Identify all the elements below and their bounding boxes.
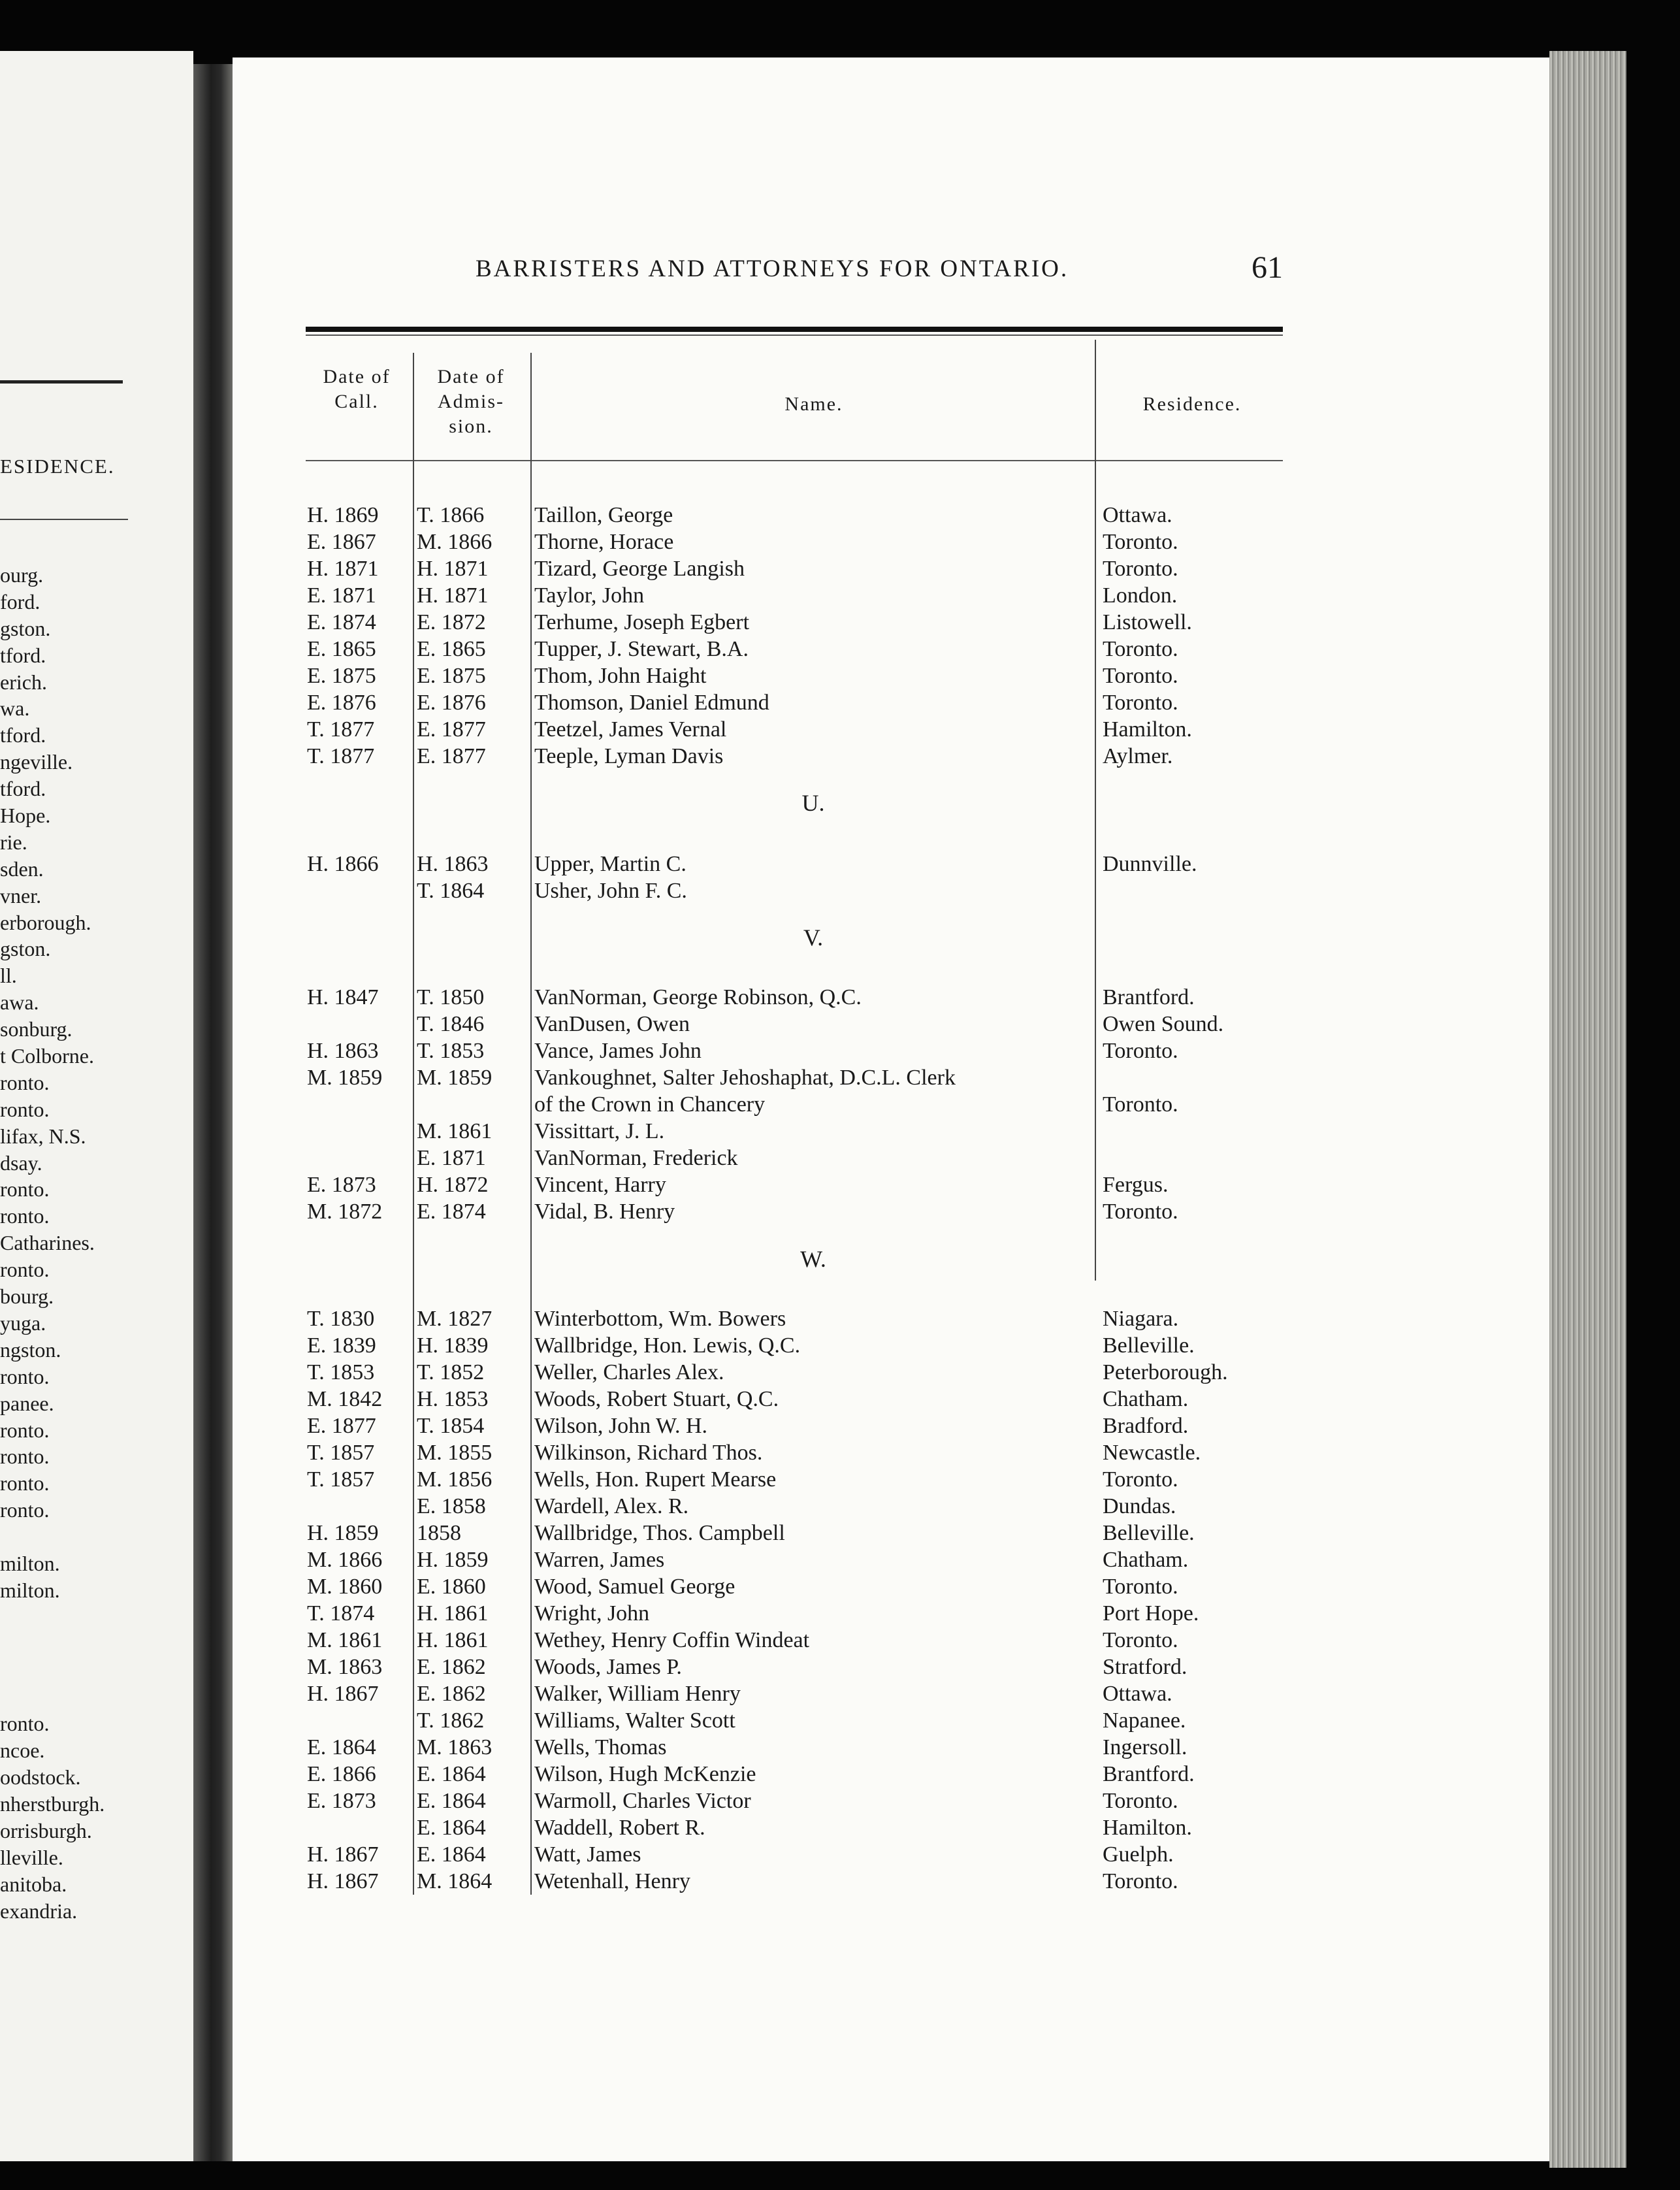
residence: Stratford. — [1103, 1655, 1187, 1679]
residence: Fergus. — [1103, 1173, 1169, 1197]
attorney-name: Thorne, Horace — [534, 530, 674, 554]
left-residence-item: panee. — [0, 1391, 54, 1415]
date-of-admission: H. 1863 — [417, 852, 489, 876]
left-residence-item — [0, 1658, 105, 1684]
residence: Brantford. — [1103, 1762, 1195, 1786]
left-residence-item — [0, 1631, 105, 1658]
date-of-admission: E. 1865 — [417, 637, 486, 661]
date-of-call: H. 1847 — [307, 985, 379, 1009]
date-of-admission: E. 1871 — [417, 1146, 486, 1170]
attorney-name: Williams, Walter Scott — [534, 1708, 735, 1733]
attorney-name: Wood, Samuel George — [534, 1575, 735, 1599]
date-of-admission: M. 1827 — [417, 1307, 493, 1331]
left-residence-item: wa. — [0, 696, 30, 721]
date-of-admission: M. 1856 — [417, 1467, 493, 1492]
residence: Owen Sound. — [1103, 1012, 1224, 1036]
left-residence-item — [0, 1684, 105, 1710]
left-residence-item: ncoe. — [0, 1739, 45, 1763]
left-residence-item: Hope. — [0, 804, 51, 828]
left-residence-item: ngeville. — [0, 750, 73, 774]
attorney-name: Thom, John Haight — [534, 664, 707, 688]
date-of-admission: T. 1853 — [417, 1039, 485, 1063]
date-of-admission: E. 1872 — [417, 610, 486, 634]
attorney-name: Vissittart, J. L. — [534, 1119, 665, 1143]
date-of-admission: 1858 — [417, 1521, 461, 1545]
left-residence-item: Catharines. — [0, 1231, 95, 1255]
date-of-admission: M. 1863 — [417, 1735, 493, 1759]
left-residence-item: awa. — [0, 990, 39, 1015]
date-of-admission: E. 1875 — [417, 664, 486, 688]
left-residence-item: sden. — [0, 857, 44, 881]
residence: Toronto. — [1103, 691, 1178, 715]
left-residence-item: ronto. — [0, 1498, 50, 1522]
left-residence-item: ourg. — [0, 563, 44, 587]
residence: Chatham. — [1103, 1548, 1189, 1572]
date-of-call: E. 1875 — [307, 664, 376, 688]
attorney-name: Warren, James — [534, 1548, 665, 1572]
column-divider-admission — [530, 353, 532, 1895]
left-residence-item: rie. — [0, 830, 27, 854]
left-residence-item: anitoba. — [0, 1872, 67, 1896]
residence: Toronto. — [1103, 1628, 1178, 1652]
left-residence-item: t Colborne. — [0, 1044, 94, 1068]
attorney-name: Tizard, George Langish — [534, 557, 745, 581]
date-of-admission: E. 1876 — [417, 691, 486, 715]
date-of-admission: E. 1862 — [417, 1682, 486, 1706]
left-residence-item: milton. — [0, 1578, 60, 1602]
left-residence-item: oodstock. — [0, 1765, 81, 1790]
date-of-call: E. 1839 — [307, 1333, 376, 1358]
attorney-name: VanDusen, Owen — [534, 1012, 690, 1036]
residence: Belleville. — [1103, 1333, 1195, 1358]
date-of-admission: M. 1855 — [417, 1441, 493, 1465]
attorney-name: Waddell, Robert R. — [534, 1816, 705, 1840]
left-residence-item: gston. — [0, 937, 51, 961]
date-of-call: H. 1859 — [307, 1521, 379, 1545]
left-residence-item: ronto. — [0, 1204, 50, 1228]
date-of-admission: T. 1850 — [417, 985, 485, 1009]
attorney-name: Thomson, Daniel Edmund — [534, 691, 769, 715]
date-of-admission: H. 1859 — [417, 1548, 489, 1572]
attorney-name: of the Crown in Chancery — [534, 1092, 766, 1117]
residence: Ottawa. — [1103, 503, 1172, 527]
attorney-name: Wethey, Henry Coffin Windeat — [534, 1628, 810, 1652]
residence: Toronto. — [1103, 1789, 1178, 1813]
attorney-name: Wilson, John W. H. — [534, 1414, 707, 1438]
left-residence-item: tford. — [0, 777, 46, 801]
left-residence-item: ronto. — [0, 1712, 50, 1736]
left-residence-item: lleville. — [0, 1845, 63, 1869]
left-residence-item: erich. — [0, 670, 47, 694]
left-residence-item: milton. — [0, 1551, 60, 1575]
left-residence-item: tford. — [0, 723, 46, 747]
residence: Toronto. — [1103, 1575, 1178, 1599]
date-of-call: M. 1866 — [307, 1548, 383, 1572]
running-title: BARRISTERS AND ATTORNEYS FOR ONTARIO. — [476, 255, 1069, 282]
date-of-call: T. 1853 — [307, 1360, 375, 1384]
date-of-admission: T. 1862 — [417, 1708, 485, 1733]
left-residence-item: vner. — [0, 883, 42, 907]
date-of-admission: H. 1853 — [417, 1387, 489, 1411]
date-of-admission: H. 1871 — [417, 557, 489, 581]
attorney-name: Vankoughnet, Salter Jehoshaphat, D.C.L. Clerk — [534, 1066, 956, 1090]
date-of-admission: H. 1872 — [417, 1173, 489, 1197]
date-of-admission: M. 1864 — [417, 1869, 493, 1893]
column-header-name: Name. — [784, 393, 843, 415]
attorney-name: Taylor, John — [534, 583, 645, 608]
date-of-admission: E. 1877 — [417, 717, 486, 742]
date-of-call: H. 1866 — [307, 852, 379, 876]
residence: Bradford. — [1103, 1414, 1189, 1438]
left-residence-item: orrisburgh. — [0, 1818, 92, 1842]
residence: Toronto. — [1103, 664, 1178, 688]
left-residence-item: nherstburgh. — [0, 1791, 105, 1816]
header-rule — [306, 460, 1283, 461]
attorney-name: Woods, James P. — [534, 1655, 682, 1679]
date-of-call: E. 1866 — [307, 1762, 376, 1786]
attorney-name: Winterbottom, Wm. Bowers — [534, 1307, 786, 1331]
date-of-call: H. 1867 — [307, 1842, 379, 1867]
date-of-call: E. 1873 — [307, 1789, 376, 1813]
section-letter: W. — [800, 1246, 826, 1272]
attorney-name: Usher, John F. C. — [534, 879, 687, 903]
attorney-name: Wallbridge, Hon. Lewis, Q.C. — [534, 1333, 801, 1358]
date-of-admission: E. 1858 — [417, 1494, 486, 1518]
left-residence-item — [0, 1604, 105, 1631]
page-number: 61 — [1252, 250, 1283, 285]
residence: Toronto. — [1103, 1092, 1178, 1117]
attorney-name: Terhume, Joseph Egbert — [534, 610, 750, 634]
date-of-call: M. 1842 — [307, 1387, 383, 1411]
left-residence-item: ronto. — [0, 1445, 50, 1469]
left-top-rule — [0, 380, 123, 384]
date-of-admission: E. 1860 — [417, 1575, 486, 1599]
left-residence-item: gston. — [0, 616, 51, 640]
date-of-call: E. 1874 — [307, 610, 376, 634]
residence: Guelph. — [1103, 1842, 1174, 1867]
date-of-admission: M. 1866 — [417, 530, 493, 554]
attorney-name: Wetenhall, Henry — [534, 1869, 690, 1893]
date-of-admission: H. 1871 — [417, 583, 489, 608]
column-header-call-line2: Call. — [334, 391, 379, 412]
attorney-name: Walker, William Henry — [534, 1682, 741, 1706]
date-of-call: M. 1861 — [307, 1628, 383, 1652]
residence: Dunnville. — [1103, 852, 1197, 876]
date-of-call: E. 1865 — [307, 637, 376, 661]
attorney-name: Vincent, Harry — [534, 1173, 666, 1197]
date-of-call: H. 1869 — [307, 503, 379, 527]
date-of-call: T. 1877 — [307, 717, 375, 742]
attorney-name: Upper, Martin C. — [534, 852, 687, 876]
attorney-name: Warmoll, Charles Victor — [534, 1789, 751, 1813]
left-residence-item: dsay. — [0, 1151, 42, 1175]
attorney-name: VanNorman, George Robinson, Q.C. — [534, 985, 862, 1009]
date-of-admission: E. 1864 — [417, 1762, 486, 1786]
date-of-admission: H. 1861 — [417, 1628, 489, 1652]
date-of-call: T. 1857 — [307, 1441, 375, 1465]
residence: Toronto. — [1103, 1200, 1178, 1224]
attorney-name: Taillon, George — [534, 503, 673, 527]
residence: Port Hope. — [1103, 1601, 1199, 1626]
residence: Toronto. — [1103, 557, 1178, 581]
attorney-name: Weller, Charles Alex. — [534, 1360, 724, 1384]
residence: Brantford. — [1103, 985, 1195, 1009]
column-header-admission-line1: Date of — [437, 366, 505, 387]
residence: Niagara. — [1103, 1307, 1179, 1331]
date-of-call: E. 1873 — [307, 1173, 376, 1197]
attorney-name: Teetzel, James Vernal — [534, 717, 727, 742]
left-residence-list — [0, 562, 105, 1924]
residence: Napanee. — [1103, 1708, 1186, 1733]
date-of-call: E. 1864 — [307, 1735, 376, 1759]
date-of-admission: E. 1864 — [417, 1842, 486, 1867]
left-residence-item: yuga. — [0, 1311, 46, 1335]
column-header-call-line1: Date of — [323, 366, 391, 387]
date-of-call: M. 1859 — [307, 1066, 383, 1090]
date-of-admission: H. 1861 — [417, 1601, 489, 1626]
left-residence-item: lifax, N.S. — [0, 1124, 86, 1148]
date-of-call: H. 1863 — [307, 1039, 379, 1063]
date-of-admission: E. 1864 — [417, 1816, 486, 1840]
attorney-name: Tupper, J. Stewart, B.A. — [534, 637, 749, 661]
date-of-call: M. 1860 — [307, 1575, 383, 1599]
date-of-admission: E. 1864 — [417, 1789, 486, 1813]
date-of-call: E. 1867 — [307, 530, 376, 554]
residence: London. — [1103, 583, 1178, 608]
attorney-name: VanNorman, Frederick — [534, 1146, 738, 1170]
left-facing-page — [0, 51, 193, 2161]
column-header-admission-line2: Admis- — [438, 391, 504, 412]
date-of-admission: T. 1854 — [417, 1414, 485, 1438]
left-residence-item: tford. — [0, 643, 46, 667]
page-edges — [1549, 51, 1626, 2168]
residence: Ottawa. — [1103, 1682, 1172, 1706]
left-residence-item: exandria. — [0, 1899, 78, 1923]
date-of-admission: T. 1852 — [417, 1360, 485, 1384]
column-header-call — [302, 365, 412, 414]
section-letter: U. — [801, 790, 825, 816]
date-of-admission: E. 1877 — [417, 744, 486, 768]
date-of-call: H. 1871 — [307, 557, 379, 581]
left-residence-item — [0, 1524, 105, 1550]
left-residence-item: erborough. — [0, 910, 91, 934]
date-of-call: T. 1857 — [307, 1467, 375, 1492]
residence: Toronto. — [1103, 530, 1178, 554]
residence: Hamilton. — [1103, 717, 1192, 742]
left-residence-item: ronto. — [0, 1418, 50, 1442]
left-residence-item: ngston. — [0, 1337, 61, 1362]
attorney-name: Wardell, Alex. R. — [534, 1494, 689, 1518]
residence: Hamilton. — [1103, 1816, 1192, 1840]
date-of-admission: T. 1864 — [417, 879, 485, 903]
column-header-admission-line3: sion. — [449, 416, 493, 437]
top-rule-thin — [306, 335, 1283, 336]
left-residence-item: ronto. — [0, 1364, 50, 1388]
column-header-admission — [413, 365, 529, 439]
residence: Toronto. — [1103, 1467, 1178, 1492]
residence: Belleville. — [1103, 1521, 1195, 1545]
date-of-call: M. 1863 — [307, 1655, 383, 1679]
date-of-admission: E. 1862 — [417, 1655, 486, 1679]
residence: Newcastle. — [1103, 1441, 1201, 1465]
left-residence-item: sonburg. — [0, 1017, 73, 1041]
date-of-call: T. 1830 — [307, 1307, 375, 1331]
date-of-admission: T. 1866 — [417, 503, 485, 527]
date-of-admission: M. 1861 — [417, 1119, 493, 1143]
book-gutter — [193, 64, 233, 2161]
section-letter: V. — [803, 924, 824, 951]
date-of-call: M. 1872 — [307, 1200, 383, 1224]
attorney-name: Teeple, Lyman Davis — [534, 744, 724, 768]
residence: Peterborough. — [1103, 1360, 1228, 1384]
attorney-name: Wallbridge, Thos. Campbell — [534, 1521, 785, 1545]
residence: Chatham. — [1103, 1387, 1189, 1411]
left-head-rule — [0, 519, 128, 520]
left-residence-item: ronto. — [0, 1471, 50, 1495]
date-of-admission: H. 1839 — [417, 1333, 489, 1358]
attorney-name: Watt, James — [534, 1842, 641, 1867]
left-residence-item: ronto. — [0, 1097, 50, 1121]
column-divider-call — [413, 353, 414, 1895]
residence: Toronto. — [1103, 1869, 1178, 1893]
attorney-name: Vidal, B. Henry — [534, 1200, 675, 1224]
left-residence-item: ronto. — [0, 1258, 50, 1282]
attorney-name: Wilson, Hugh McKenzie — [534, 1762, 756, 1786]
residence: Listowell. — [1103, 610, 1192, 634]
date-of-call: H. 1867 — [307, 1869, 379, 1893]
residence: Dundas. — [1103, 1494, 1176, 1518]
attorney-name: Vance, James John — [534, 1039, 702, 1063]
top-rule — [306, 327, 1283, 332]
attorney-name: Wright, John — [534, 1601, 650, 1626]
left-residence-item: ll. — [0, 964, 17, 988]
date-of-call: E. 1871 — [307, 583, 376, 608]
left-residence-item: ford. — [0, 589, 40, 613]
date-of-call: H. 1867 — [307, 1682, 379, 1706]
date-of-call: E. 1876 — [307, 691, 376, 715]
date-of-admission: M. 1859 — [417, 1066, 493, 1090]
date-of-admission: E. 1874 — [417, 1200, 486, 1224]
left-residence-item: ronto. — [0, 1177, 50, 1201]
date-of-call: T. 1877 — [307, 744, 375, 768]
attorney-name: Wells, Hon. Rupert Mearse — [534, 1467, 777, 1492]
left-residence-item: bourg. — [0, 1284, 54, 1309]
residence: Toronto. — [1103, 637, 1178, 661]
residence: Ingersoll. — [1103, 1735, 1187, 1759]
column-header-residence: Residence. — [1142, 393, 1242, 415]
attorney-name: Woods, Robert Stuart, Q.C. — [534, 1387, 779, 1411]
left-residence-item: ronto. — [0, 1070, 50, 1094]
date-of-call: E. 1877 — [307, 1414, 376, 1438]
attorney-name: Wells, Thomas — [534, 1735, 667, 1759]
residence: Aylmer. — [1103, 744, 1173, 768]
residence: Toronto. — [1103, 1039, 1178, 1063]
date-of-call: T. 1874 — [307, 1601, 375, 1626]
date-of-admission: T. 1846 — [417, 1012, 485, 1036]
attorney-name: Wilkinson, Richard Thos. — [534, 1441, 763, 1465]
left-residence-header: ESIDENCE. — [0, 455, 115, 478]
